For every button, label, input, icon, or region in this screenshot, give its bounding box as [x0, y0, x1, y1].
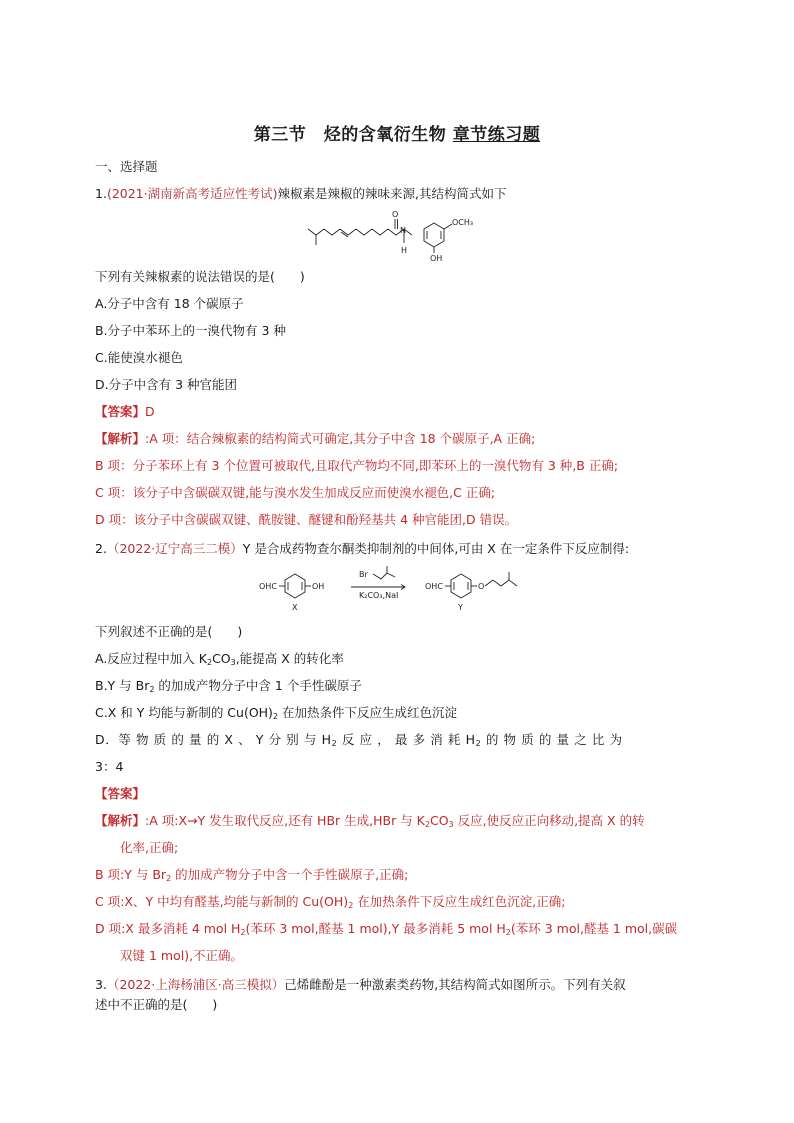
q3-source: （2022·上海杨浦区·高三模拟） — [106, 977, 285, 992]
struct-label-h: H — [401, 246, 408, 255]
q1-analysis-c: C 项：该分子中含碳碳双键,能与溴水发生加成反应而使溴水褪色,C 正确; — [95, 485, 496, 500]
q2-analysis-b: B 项:Y 与 $Br_2$ 的加成产物分子中含一个手性碳原子,正确; — [95, 867, 409, 883]
q1-analysis-d: D 项：该分子中含碳碳双键、酰胺键、醚键和酚羟基共 4 种官能团,D 错误。 — [95, 512, 518, 527]
q2-option-a: A.反应过程中加入 $K_2CO_3$,能提高 X 的转化率 — [95, 651, 344, 667]
q1-stem: 1.(2021·湖南新高考适应性考试)辣椒素是辣椒的辣味来源,其结构简式如下 — [95, 186, 507, 201]
q3-stem: 3.（2022·上海杨浦区·高三模拟）己烯雌酚是一种激素类药物,其结构简式如图所示。下列有关叙 — [95, 977, 626, 992]
title-underlined: 章节练习题 — [452, 125, 541, 145]
struct-label-och3: OCH₃ — [452, 218, 474, 227]
q1-question: 下列有关辣椒素的说法错误的是( ) — [95, 269, 305, 284]
q2-answer: 【答案】 — [95, 786, 146, 801]
section-heading: 一、选择题 — [95, 159, 158, 174]
q3-stem-cont: 述中不正确的是( ) — [95, 997, 218, 1012]
q1-answer: 【答案】D — [95, 404, 155, 419]
q1-source: (2021·湖南新高考适应性考试) — [106, 186, 278, 201]
q2-analysis-a: 【解析】:A 项:X→Y 发生取代反应,还有 HBr 生成,HBr 与 $K_2CO_3$ 反应,使反应正向移动,提高 X 的转 — [95, 813, 645, 829]
q2-option-b: B.Y 与 $Br_2$ 的加成产物分子中含 1 个手性碳原子 — [95, 678, 362, 694]
y-ether-o-label: O — [478, 582, 485, 591]
q1-analysis-a: 【解析】:A 项：结合辣椒素的结构简式可确定,其分子中含 18 个碳原子,A 正确; — [95, 431, 536, 446]
q2-analysis-a-cont: 化率,正确; — [120, 840, 179, 855]
struct-label-o: O — [392, 210, 399, 219]
q2-analysis-c: C 项:X、Y 中均有醛基,均能与新制的 $Cu(OH)_2$ 在加热条件下反应生成红色沉淀,正确; — [95, 894, 566, 910]
q1-option-a: A.分子中含有 18 个碳原子 — [95, 296, 244, 311]
page-title — [0, 120, 794, 145]
x-ohc-label: OHC — [259, 582, 277, 591]
q2-option-d-cont: 3：4 — [95, 759, 124, 774]
q2-analysis-d-cont: 双键 1 mol),不正确。 — [120, 948, 244, 963]
reagent-conditions-label: K₂CO₃,NaI — [359, 591, 399, 600]
q2-question: 下列叙述不正确的是( ) — [95, 624, 243, 639]
struct-label-n: N — [400, 226, 406, 235]
q2-analysis-d: D 项:X 最多消耗 4 mol $H_2$(苯环 3 mol,醛基 1 mol),Y 最多消耗 5 mol $H_2$(苯环 3 mol,醛基 1 mol,碳碳 — [95, 921, 678, 937]
q1-option-c: C.能使溴水褪色 — [95, 350, 183, 365]
x-compound-label: X — [292, 603, 298, 612]
y-compound-label: Y — [458, 603, 463, 612]
q1-analysis-b: B 项：分子苯环上有 3 个位置可被取代,且取代产物均不同,即苯环上的一溴代物有 3 种,B 正确; — [95, 458, 619, 473]
struct-label-oh: OH — [430, 254, 443, 263]
y-ohc-label: OHC — [425, 582, 443, 591]
q2-stem: 2.（2022·辽宁高三二模）Y 是合成药物查尔酮类抑制剂的中间体,可由 X 在一定条件下反应制得: — [95, 541, 630, 556]
q2-option-d: D．等 物 质 的 量 的 X 、 Y 分 别 与 $H_2$ 反 应 ， 最 多 消 耗 $H_2$ 的 物 质 的 量 之 比 为 — [95, 732, 623, 748]
q1-option-b: B.分子中苯环上的一溴代物有 3 种 — [95, 323, 286, 338]
reaction-scheme — [255, 560, 545, 616]
reagent-br-label: Br — [359, 570, 368, 579]
capsaicin-structure — [300, 205, 500, 263]
x-oh-label: OH — [312, 582, 325, 591]
q2-source: （2022·辽宁高三二模） — [106, 541, 243, 556]
title-main: 第三节 烃的含氧衍生物 — [253, 125, 447, 145]
q2-option-c: C.X 和 Y 均能与新制的 $Cu(OH)_2$ 在加热条件下反应生成红色沉淀 — [95, 705, 458, 721]
q1-option-d: D.分子中含有 3 种官能团 — [95, 377, 237, 392]
